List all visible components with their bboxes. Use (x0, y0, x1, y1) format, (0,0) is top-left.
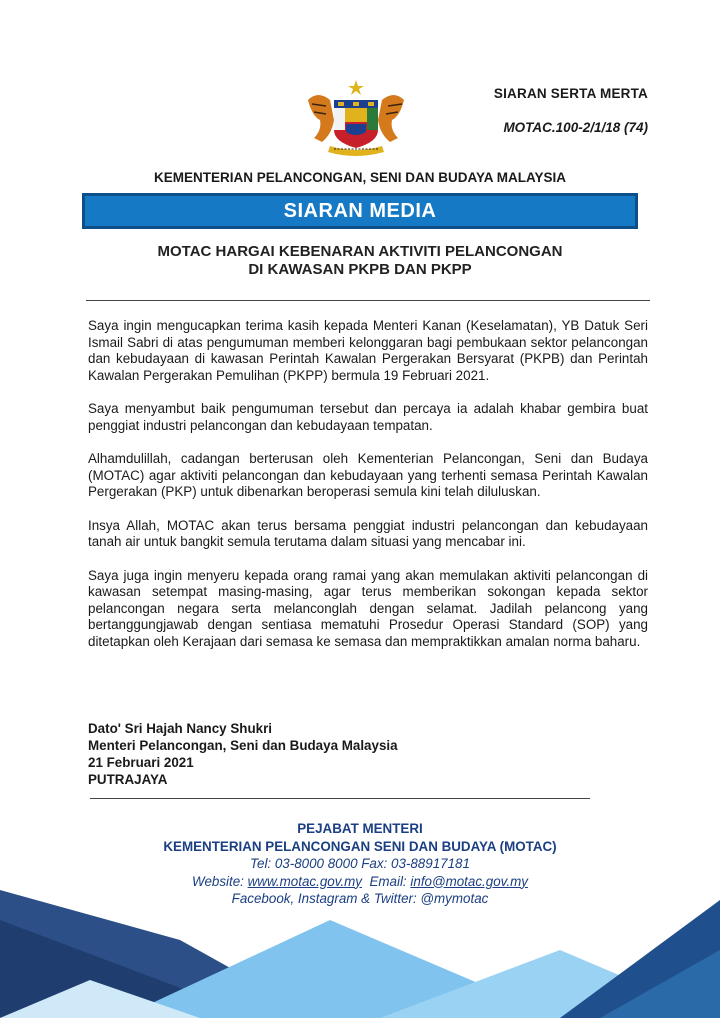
media-release-banner (82, 193, 638, 229)
divider-top (86, 300, 650, 301)
statement-date: 21 Februari 2021 (88, 755, 194, 770)
decorative-wave (0, 880, 720, 1018)
statement-place: PUTRAJAYA (88, 772, 168, 787)
ministry-name: KEMENTERIAN PELANCONGAN, SENI DAN BUDAYA MALAYSIA (153, 170, 567, 185)
release-type-label: SIARAN SERTA MERTA (493, 86, 648, 101)
divider-bottom (90, 798, 590, 799)
malaysia-coat-of-arms-icon (300, 78, 412, 158)
banner-label: SIARAN MEDIA (283, 199, 437, 222)
website-label: Website: (192, 873, 244, 889)
statement-body (88, 318, 648, 667)
signature-block (88, 720, 398, 788)
signatory-title: Menteri Pelancongan, Seni dan Budaya Malaysia (88, 738, 398, 753)
paragraph-1: Saya ingin mengucapkan terima kasih kepada Menteri Kanan (Keselamatan), YB Datuk Seri Ismail Sabri di atas pengumuman memberi kelonggaran bagi pembukaan sektor pelancongan dan kebudayaan di kawasan Perintah Kawalan Pergerakan Bersyarat (PKPB) dan Perintah Kawalan Pergerakan Pemulihan (PKPP) bermula 19 Februari 2021. (88, 318, 648, 383)
website-link[interactable]: www.motac.gov.my (247, 873, 362, 889)
footer-phone: Tel: 03-8000 8000 Fax: 03-88917181 (250, 856, 470, 871)
paragraph-4: Insya Allah, MOTAC akan terus bersama penggiat industri pelancongan dan kebudayaan tanah air untuk bangkit semula terutama dalam situasi yang mencabar ini. (88, 517, 648, 549)
email-label: Email: (369, 873, 407, 889)
email-link[interactable]: info@motac.gov.my (410, 873, 528, 889)
footer-office: PEJABAT MENTERI (297, 821, 423, 836)
headline-line-2: DI KAWASAN PKPB DAN PKPP (248, 261, 472, 278)
paragraph-2: Saya menyambut baik pengumuman tersebut dan percaya ia adalah khabar gembira buat penggiat industri pelancongan dan kebudayaan tempatan. (88, 401, 648, 433)
paragraph-5: Saya juga ingin menyeru kepada orang ramai yang akan memulakan aktiviti pelancongan di kawasan setempat masing-masing, agar terus memberikan sokongan kepada sektor pelancongan negara serta melanconglah dengan selamat. Jadilah pelancong yang bertanggungjawab dengan sentiasa mematuhi Prosedur Operasi Standard (SOP) yang ditetapkan oleh Kerajaan dari semasa ke semasa dan mempraktikkan amalan norma baharu. (88, 567, 648, 649)
headline-line-1: MOTAC HARGAI KEBENARAN AKTIVITI PELANCONGAN (157, 243, 563, 260)
headline (0, 243, 720, 279)
signatory-name: Dato' Sri Hajah Nancy Shukri (88, 721, 273, 736)
reference-number: MOTAC.100-2/1/18 (74) (503, 120, 648, 135)
footer-ministry: KEMENTERIAN PELANCONGAN SENI DAN BUDAYA (MOTAC) (163, 838, 557, 854)
footer-social: Facebook, Instagram & Twitter: @mymotac (231, 891, 489, 906)
paragraph-3: Alhamdulillah, cadangan berterusan oleh Kementerian Pelancongan, Seni dan Budaya (MOTAC) agar aktiviti pelancongan dan kebudayaan yang terhenti semasa Perintah Kawalan Pergerakan (PKP) untuk dibenarkan beroperasi semula kini telah diluluskan. (88, 451, 648, 499)
